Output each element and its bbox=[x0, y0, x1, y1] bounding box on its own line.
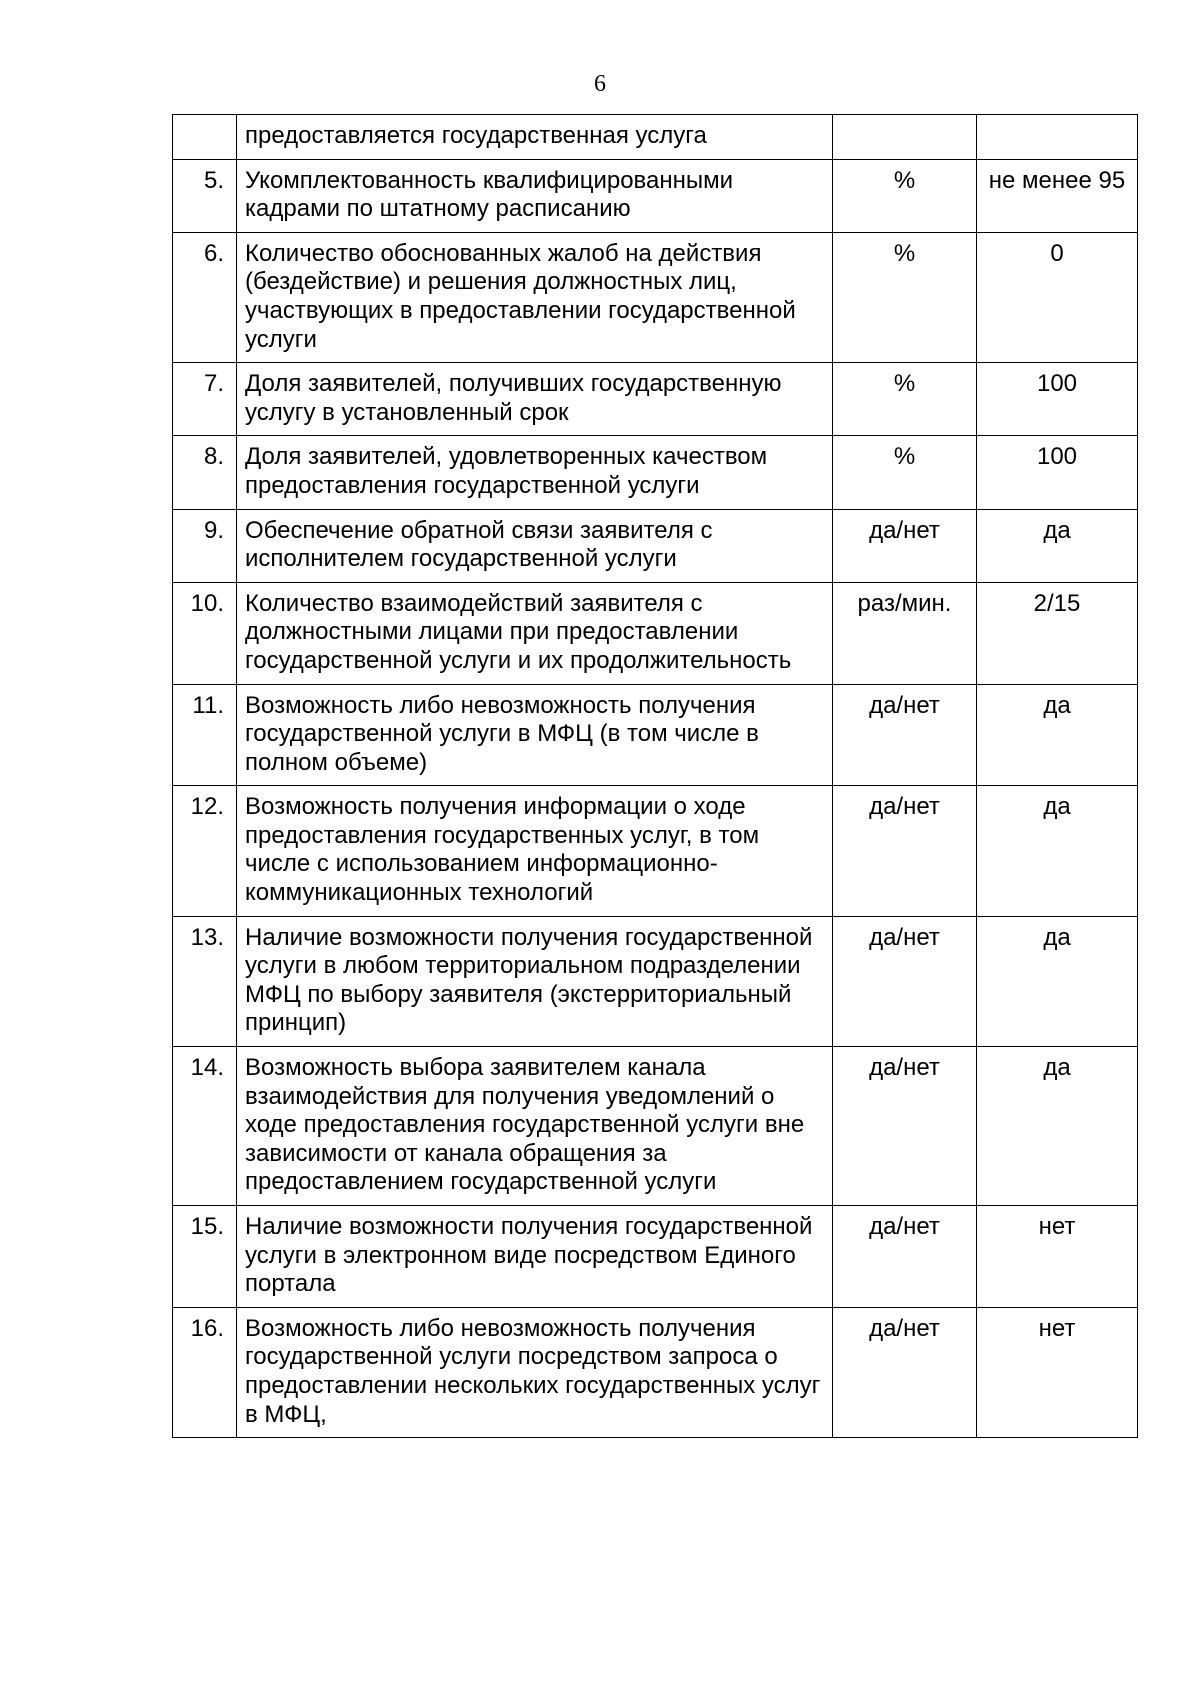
table-row bbox=[173, 1206, 1138, 1308]
unit-of-measure: % bbox=[833, 363, 977, 436]
row-number: 11. bbox=[173, 684, 237, 786]
unit-of-measure: да/нет bbox=[833, 1307, 977, 1437]
normative-value: да bbox=[977, 1047, 1138, 1206]
unit-of-measure: да/нет bbox=[833, 1206, 977, 1308]
row-number: 8. bbox=[173, 436, 237, 509]
row-number: 14. bbox=[173, 1047, 237, 1206]
row-number: 16. bbox=[173, 1307, 237, 1437]
unit-of-measure: да/нет bbox=[833, 786, 977, 916]
row-number: 6. bbox=[173, 232, 237, 362]
indicator-name: Наличие возможности получения государственной услуги в любом территориальном подразделении МФЦ по выбору заявителя (экстерриториальный принцип) bbox=[237, 916, 833, 1046]
table-row bbox=[173, 582, 1138, 684]
unit-of-measure bbox=[833, 115, 977, 160]
row-number: 7. bbox=[173, 363, 237, 436]
unit-of-measure: % bbox=[833, 436, 977, 509]
indicator-name: Количество обоснованных жалоб на действия (бездействие) и решения должностных лиц, участвующих в предоставлении государственной услуги bbox=[237, 232, 833, 362]
indicator-name: Возможность либо невозможность получения государственной услуги в МФЦ (в том числе в полном объеме) bbox=[237, 684, 833, 786]
row-number: 9. bbox=[173, 509, 237, 582]
unit-of-measure: да/нет bbox=[833, 684, 977, 786]
normative-value bbox=[977, 115, 1138, 160]
unit-of-measure: да/нет bbox=[833, 509, 977, 582]
table-row bbox=[173, 786, 1138, 916]
unit-of-measure: % bbox=[833, 159, 977, 232]
normative-value: 100 bbox=[977, 436, 1138, 509]
normative-value: да bbox=[977, 916, 1138, 1046]
normative-value: не менее 95 bbox=[977, 159, 1138, 232]
normative-value: да bbox=[977, 684, 1138, 786]
unit-of-measure: да/нет bbox=[833, 1047, 977, 1206]
normative-value: да bbox=[977, 786, 1138, 916]
normative-value: 2/15 bbox=[977, 582, 1138, 684]
normative-value: нет bbox=[977, 1307, 1138, 1437]
row-number: 10. bbox=[173, 582, 237, 684]
table-row bbox=[173, 436, 1138, 509]
indicators-table bbox=[172, 114, 1138, 1438]
unit-of-measure: да/нет bbox=[833, 916, 977, 1046]
table-row bbox=[173, 684, 1138, 786]
table-row bbox=[173, 916, 1138, 1046]
table-row bbox=[173, 363, 1138, 436]
indicator-name: Наличие возможности получения государственной услуги в электронном виде посредством Единого портала bbox=[237, 1206, 833, 1308]
table-row bbox=[173, 509, 1138, 582]
row-number: 12. bbox=[173, 786, 237, 916]
normative-value: 100 bbox=[977, 363, 1138, 436]
indicator-name: Обеспечение обратной связи заявителя с исполнителем государственной услуги bbox=[237, 509, 833, 582]
table-row bbox=[173, 1047, 1138, 1206]
indicator-name: Укомплектованность квалифицированными кадрами по штатному расписанию bbox=[237, 159, 833, 232]
table-row bbox=[173, 232, 1138, 362]
table-row bbox=[173, 159, 1138, 232]
normative-value: да bbox=[977, 509, 1138, 582]
indicator-name: Возможность получения информации о ходе предоставления государственных услуг, в том числе с использованием информационно-коммуникационных технологий bbox=[237, 786, 833, 916]
row-number: 5. bbox=[173, 159, 237, 232]
indicator-name: Доля заявителей, удовлетворенных качеством предоставления государственной услуги bbox=[237, 436, 833, 509]
indicator-name: Возможность выбора заявителем канала взаимодействия для получения уведомлений о ходе предоставления государственной услуги вне зависимости от канала обращения за предоставлением государственной услуги bbox=[237, 1047, 833, 1206]
indicator-name: Количество взаимодействий заявителя с должностными лицами при предоставлении государственной услуги и их продолжительность bbox=[237, 582, 833, 684]
unit-of-measure: % bbox=[833, 232, 977, 362]
unit-of-measure: раз/мин. bbox=[833, 582, 977, 684]
page-number: 6 bbox=[594, 71, 606, 97]
normative-value: 0 bbox=[977, 232, 1138, 362]
indicator-name: Доля заявителей, получивших государственную услугу в установленный срок bbox=[237, 363, 833, 436]
row-number bbox=[173, 115, 237, 160]
row-number: 13. bbox=[173, 916, 237, 1046]
indicator-name: Возможность либо невозможность получения государственной услуги посредством запроса о предоставлении нескольких государственных услуг в МФЦ, bbox=[237, 1307, 833, 1437]
normative-value: нет bbox=[977, 1206, 1138, 1308]
indicator-name: предоставляется государственная услуга bbox=[237, 115, 833, 160]
table-row bbox=[173, 1307, 1138, 1437]
row-number: 15. bbox=[173, 1206, 237, 1308]
table-row bbox=[173, 115, 1138, 160]
